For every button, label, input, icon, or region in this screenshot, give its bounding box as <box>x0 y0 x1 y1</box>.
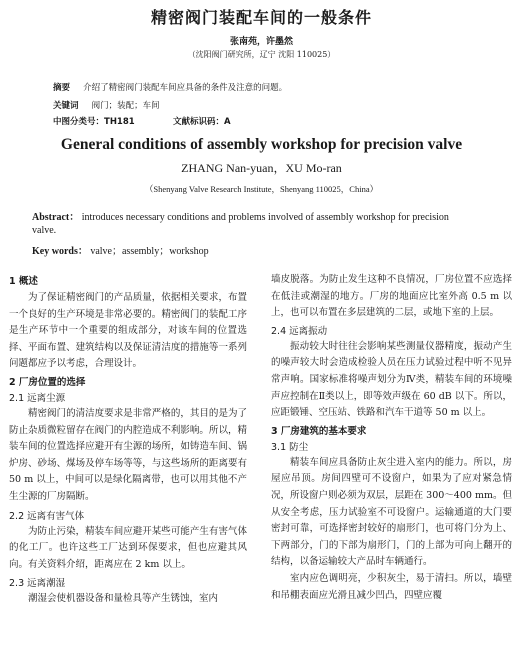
cn-title: 精密阀门装配车间的一般条件 <box>150 8 372 27</box>
section-3-1-paragraph: 精装车间应具备防止灰尘进入室内的能力。所以，房屋应吊顶。房间四壁可不设窗户，如果为了应对紧急情况，所设窗户则必须为双层，层距在 300～400 mm。但从安全考虑，压力试验室不可设窗户。运输通道的大门要密封可靠，可选择密封较好的扇形门，也可将门分为上、下两部分，门的下部为扇形门，门的上部为可向上翻开的结构，以备运输较大产品时车辆通行。 <box>271 456 512 568</box>
cn-keywords-text: 阀门；装配；车间 <box>91 101 160 111</box>
en-keywords-text: valve；assembly；workshop <box>90 246 209 257</box>
section-2-2-heading: 2.2 远离有害气体 <box>9 510 85 522</box>
section-3-1-heading: 3.1 防尘 <box>271 441 309 453</box>
cn-abstract <box>53 75 287 94</box>
cn-doc-code <box>173 109 231 128</box>
en-abstract-line1: introduces necessary conditions and problems involved of assembly workshop for precision <box>81 212 449 223</box>
section-2-3-heading: 2.3 远离潮湿 <box>9 578 66 590</box>
section-3-heading: 3 厂房建筑的基本要求 <box>271 425 367 437</box>
cn-classification <box>53 109 135 128</box>
en-title: General conditions of assembly workshop for precision valve <box>60 136 463 153</box>
cn-keywords-label: 关键词 <box>53 101 79 111</box>
section-2-heading: 2 厂房位置的选择 <box>9 376 86 388</box>
section-1-heading: 1 概述 <box>9 276 38 287</box>
cn-class-label: 中图分类号： <box>53 117 105 127</box>
en-keywords-label: Key words： <box>32 246 88 257</box>
right-column <box>271 272 512 604</box>
section-2-3-continuation: 墙皮脱落。为防止发生这种不良情况，厂房位置不应选择在低洼或潮湿的地方。厂房的地面应比室外高 0.5 m 以上，也可以布置在多层建筑的二层，或地下室的上层。 <box>271 274 512 319</box>
section-1-paragraph: 为了保证精密阀门的产品质量，依据相关要求，布置一个良好的生产环境是非常必要的。精密阀门的装配工序是生产环节中一个重要的组成部分，对该车间的位置选择、平面布置、建筑结构以及保证清洁度的措施等一系列问题都应予以考虑，合理设计。 <box>9 292 247 370</box>
en-abstract-label: Abstract： <box>32 212 80 223</box>
section-3-1-paragraph-2: 室内应色调明亮，少积灰尘，易于清扫。所以，墙壁和吊棚表面应光滑且减少凹凸，四壁应覆 <box>271 572 512 601</box>
cn-abstract-label: 摘要 <box>53 83 71 93</box>
cn-doc-value: A <box>224 117 231 127</box>
en-affiliation: （Shenyang Valve Research Institute，Shenyang 110025，China） <box>144 184 379 194</box>
section-2-1-heading: 2.1 远离尘源 <box>9 392 66 404</box>
left-column <box>9 272 247 608</box>
section-2-4-paragraph: 振动较大时往往会影响某些测量仪器精度，振动产生的噪声较大时会造成检验人员在压力试验过程中听不见异常声响。国家标准将噪声划分为Ⅳ类，精装车间的环境噪声应控制在Ⅱ类以上，即等效声级在 60 dB 以下。所以，应距锻锤、空压站、铁路和汽车干道等 50 m 以上。 <box>271 340 512 419</box>
cn-authors: 张南苑，许墨然 <box>229 37 293 47</box>
cn-class-value: TH181 <box>104 117 135 127</box>
section-2-4-heading: 2.4 远离振动 <box>271 325 328 337</box>
en-keywords <box>32 242 209 257</box>
section-2-3-paragraph: 潮湿会使机器设备和量检具等产生锈蚀，室内 <box>28 593 219 605</box>
cn-doc-label: 文献标识码： <box>173 117 225 127</box>
en-authors: ZHANG Nan-yuan，XU Mo-ran <box>181 161 342 175</box>
en-abstract-cont: valve. <box>32 225 57 236</box>
section-2-1-paragraph: 精密阀门的清洁度要求是非常严格的，其目的是为了防止杂质微粒留存在阀门的内腔造成不利影响。所以，精装车间的位置选择应避开有尘源的场所，如铸造车间、锅炉房、砂场、煤场及停车场等等，与这些场所的距离要有 50 m 以上，中间可以是绿化隔离带，也可以用其他不产生尘源的厂房隔断。 <box>9 407 247 502</box>
cn-abstract-text: 介绍了精密阀门装配车间应具备的条件及注意的问题。 <box>83 83 288 93</box>
cn-affiliation: （沈阳阀门研究所，辽宁 沈阳 110025） <box>187 50 336 59</box>
section-2-2-paragraph: 为防止污染，精装车间应避开某些可能产生有害气体的化工厂。也许这些工厂达到环保要求，但也应避其风向。有关资料介绍，距离应在 2 km 以上。 <box>9 525 247 570</box>
en-abstract <box>32 208 449 223</box>
